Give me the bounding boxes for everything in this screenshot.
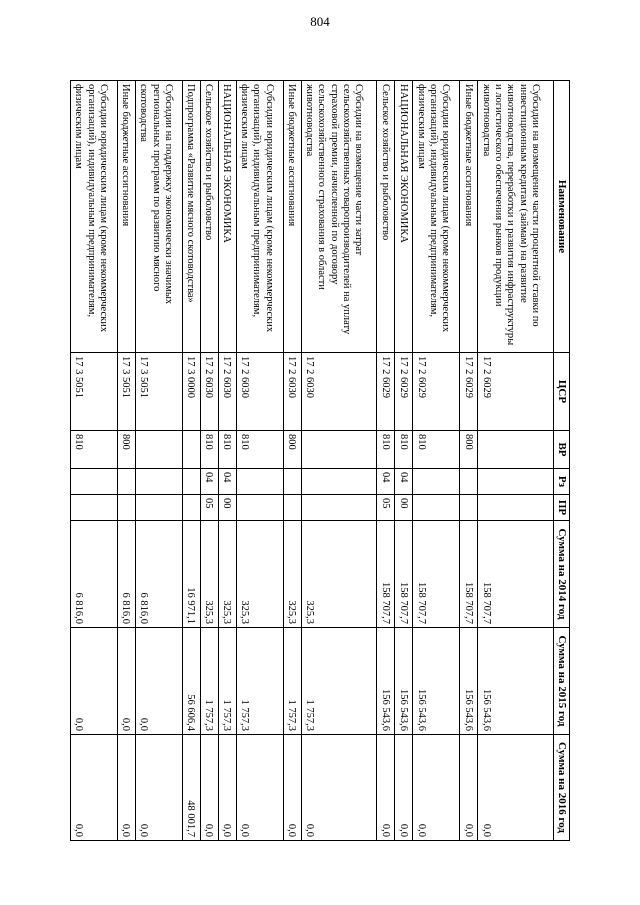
header-sum-2015: Сумма на 2015 год xyxy=(554,628,570,735)
cell-csr: 17 2 6029 xyxy=(377,353,395,431)
cell-name: Субсидии на возмещение части затрат сельскохозяйственных товаропроизводителей на уплату страховой премии, начисленной по договору сельскохозяйственного страхования в области животноводства xyxy=(301,81,377,353)
cell-pr xyxy=(460,495,478,521)
cell-sum-2016: 0,0 xyxy=(236,735,283,841)
cell-sum-2014: 158 707,7 xyxy=(395,521,413,628)
cell-sum-2016: 0,0 xyxy=(117,735,135,841)
cell-sum-2015: 156 543,6 xyxy=(377,628,395,735)
cell-name: Субсидии юридическим лицам (кроме некоммерческих организаций), индивидуальным предпринимателям, физическим лицам xyxy=(413,81,460,353)
cell-rz: 04 xyxy=(218,469,236,495)
header-rz: Рз xyxy=(554,469,570,495)
cell-vr: 800 xyxy=(283,431,301,469)
cell-name: Иные бюджетные ассигнования xyxy=(117,81,135,353)
cell-csr: 17 2 6029 xyxy=(478,353,554,431)
cell-vr xyxy=(182,431,200,469)
cell-rz xyxy=(283,469,301,495)
header-sum-2014: Сумма на 2014 год xyxy=(554,521,570,628)
cell-sum-2016: 0,0 xyxy=(135,735,182,841)
cell-csr: 17 2 6030 xyxy=(301,353,377,431)
cell-pr xyxy=(182,495,200,521)
header-pr: ПР xyxy=(554,495,570,521)
cell-vr: 810 xyxy=(236,431,283,469)
cell-sum-2014: 158 707,7 xyxy=(460,521,478,628)
table-row xyxy=(377,81,395,841)
cell-csr: 17 3 5051 xyxy=(135,353,182,431)
cell-sum-2014: 6 816,0 xyxy=(71,521,118,628)
cell-rz xyxy=(478,469,554,495)
cell-csr: 17 3 5051 xyxy=(117,353,135,431)
cell-rz: 04 xyxy=(200,469,218,495)
header-csr: ЦСР xyxy=(554,353,570,431)
cell-sum-2016: 0,0 xyxy=(478,735,554,841)
table-row xyxy=(182,81,200,841)
cell-sum-2015: 56 606,4 xyxy=(182,628,200,735)
cell-sum-2016: 0,0 xyxy=(283,735,301,841)
page-number: 804 xyxy=(310,14,330,29)
cell-rz xyxy=(460,469,478,495)
cell-sum-2014: 6 816,0 xyxy=(135,521,182,628)
table-row xyxy=(71,81,118,841)
cell-rz: 04 xyxy=(377,469,395,495)
cell-sum-2015: 156 543,6 xyxy=(460,628,478,735)
cell-sum-2016: 48 001,7 xyxy=(182,735,200,841)
cell-pr xyxy=(478,495,554,521)
cell-sum-2015: 1 757,3 xyxy=(200,628,218,735)
cell-name: Субсидии на поддержку экономически значимых региональных программ по развитию мясного скотоводства xyxy=(135,81,182,353)
cell-name: НАЦИОНАЛЬНАЯ ЭКОНОМИКА xyxy=(218,81,236,353)
cell-sum-2014: 325,3 xyxy=(301,521,377,628)
cell-pr xyxy=(71,495,118,521)
cell-csr: 17 2 6030 xyxy=(283,353,301,431)
cell-name: Иные бюджетные ассигнования xyxy=(283,81,301,353)
cell-pr xyxy=(413,495,460,521)
table-row xyxy=(200,81,218,841)
cell-pr xyxy=(236,495,283,521)
table-row xyxy=(301,81,377,841)
cell-pr xyxy=(135,495,182,521)
cell-sum-2015: 156 543,6 xyxy=(395,628,413,735)
cell-sum-2015: 0,0 xyxy=(71,628,118,735)
cell-vr xyxy=(478,431,554,469)
cell-sum-2015: 0,0 xyxy=(117,628,135,735)
cell-sum-2016: 0,0 xyxy=(413,735,460,841)
cell-sum-2016: 0,0 xyxy=(218,735,236,841)
cell-rz xyxy=(413,469,460,495)
cell-sum-2015: 156 543,6 xyxy=(478,628,554,735)
table-row xyxy=(218,81,236,841)
cell-sum-2016: 0,0 xyxy=(377,735,395,841)
cell-vr: 810 xyxy=(377,431,395,469)
table-row xyxy=(135,81,182,841)
cell-rz xyxy=(182,469,200,495)
cell-csr: 17 3 0000 xyxy=(182,353,200,431)
cell-pr: 05 xyxy=(200,495,218,521)
table-row xyxy=(395,81,413,841)
cell-name: Субсидии юридическим лицам (кроме некоммерческих организаций), индивидуальным предпринимателям, физическим лицам xyxy=(236,81,283,353)
cell-vr: 810 xyxy=(395,431,413,469)
cell-csr: 17 2 6029 xyxy=(413,353,460,431)
cell-rz: 04 xyxy=(395,469,413,495)
table-row xyxy=(460,81,478,841)
cell-sum-2015: 1 757,3 xyxy=(301,628,377,735)
cell-rz xyxy=(135,469,182,495)
cell-sum-2014: 158 707,7 xyxy=(413,521,460,628)
cell-sum-2014: 325,3 xyxy=(218,521,236,628)
rotated-table-container xyxy=(70,80,570,840)
cell-name: Субсидии на возмещение части процентной ставки по инвестиционным кредитам (займам) на развитие животноводства, переработки и развития инфраструктуры и логистического обеспечения рынков продукции животноводства xyxy=(478,81,554,353)
table-header-row xyxy=(554,81,570,841)
header-vr: ВР xyxy=(554,431,570,469)
cell-pr xyxy=(117,495,135,521)
cell-csr: 17 2 6030 xyxy=(236,353,283,431)
cell-pr xyxy=(301,495,377,521)
header-sum-2016: Сумма на 2016 год xyxy=(554,735,570,841)
cell-sum-2014: 325,3 xyxy=(200,521,218,628)
cell-vr xyxy=(135,431,182,469)
cell-rz xyxy=(236,469,283,495)
header-name: Наименование xyxy=(554,81,570,353)
cell-sum-2015: 1 757,3 xyxy=(218,628,236,735)
cell-sum-2016: 0,0 xyxy=(395,735,413,841)
table-row xyxy=(478,81,554,841)
cell-vr xyxy=(301,431,377,469)
cell-name: Сельское хозяйство и рыболовство xyxy=(200,81,218,353)
cell-vr: 810 xyxy=(71,431,118,469)
cell-pr: 00 xyxy=(218,495,236,521)
cell-rz xyxy=(71,469,118,495)
cell-sum-2015: 156 543,6 xyxy=(413,628,460,735)
cell-pr xyxy=(283,495,301,521)
cell-vr: 810 xyxy=(413,431,460,469)
cell-sum-2016: 0,0 xyxy=(71,735,118,841)
cell-sum-2014: 6 816,0 xyxy=(117,521,135,628)
cell-sum-2015: 0,0 xyxy=(135,628,182,735)
cell-csr: 17 2 6029 xyxy=(460,353,478,431)
cell-name: Субсидии юридическим лицам (кроме некоммерческих организаций), индивидуальным предпринимателям, физическим лицам xyxy=(71,81,118,353)
table-row xyxy=(283,81,301,841)
cell-pr: 05 xyxy=(377,495,395,521)
cell-name: Подпрограмма «Развитие мясного скотоводства» xyxy=(182,81,200,353)
cell-sum-2015: 1 757,3 xyxy=(236,628,283,735)
cell-csr: 17 2 6029 xyxy=(395,353,413,431)
cell-vr: 810 xyxy=(200,431,218,469)
cell-vr: 800 xyxy=(460,431,478,469)
table-row xyxy=(117,81,135,841)
cell-csr: 17 3 5051 xyxy=(71,353,118,431)
cell-vr: 810 xyxy=(218,431,236,469)
cell-rz xyxy=(301,469,377,495)
cell-sum-2014: 158 707,7 xyxy=(478,521,554,628)
cell-sum-2016: 0,0 xyxy=(200,735,218,841)
cell-name: Иные бюджетные ассигнования xyxy=(460,81,478,353)
cell-name: НАЦИОНАЛЬНАЯ ЭКОНОМИКА xyxy=(395,81,413,353)
cell-rz xyxy=(117,469,135,495)
cell-sum-2014: 158 707,7 xyxy=(377,521,395,628)
cell-sum-2016: 0,0 xyxy=(460,735,478,841)
cell-csr: 17 2 6030 xyxy=(200,353,218,431)
cell-vr: 800 xyxy=(117,431,135,469)
cell-csr: 17 2 6030 xyxy=(218,353,236,431)
cell-sum-2016: 0,0 xyxy=(301,735,377,841)
cell-name: Сельское хозяйство и рыболовство xyxy=(377,81,395,353)
cell-sum-2015: 1 757,3 xyxy=(283,628,301,735)
cell-sum-2014: 16 971,1 xyxy=(182,521,200,628)
budget-table xyxy=(70,80,570,841)
table-row xyxy=(236,81,283,841)
table-row xyxy=(413,81,460,841)
cell-pr: 00 xyxy=(395,495,413,521)
cell-sum-2014: 325,3 xyxy=(283,521,301,628)
cell-sum-2014: 325,3 xyxy=(236,521,283,628)
